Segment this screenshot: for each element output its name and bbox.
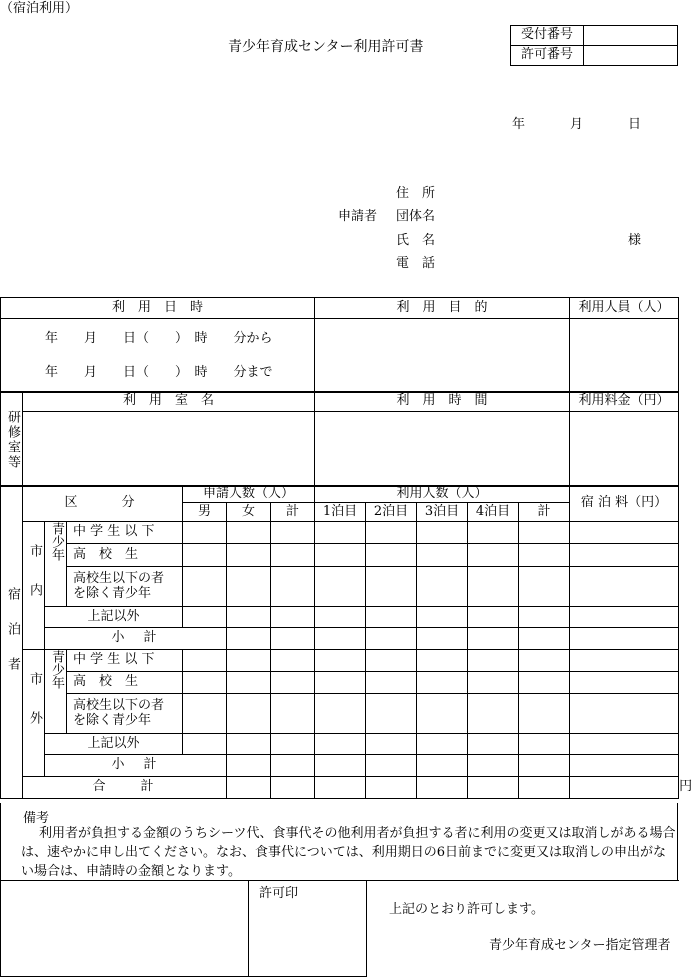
night-3-header: 3泊目 (417, 503, 468, 522)
city-out-label: 市外 (26, 671, 42, 750)
applied-total-header: 計 (271, 503, 315, 522)
city-out-other-youth-line1: 高校生以下の者 (73, 697, 165, 713)
female-header: 女 (227, 503, 271, 522)
city-out-others-label: 上記以外 (45, 734, 183, 755)
applied-count-header: 申請人数（人） (183, 486, 315, 503)
city-in-other-youth-line1: 高校生以下の者 (73, 570, 165, 586)
approval-statement: 上記のとおり許可します。 (389, 902, 544, 917)
number-box (510, 25, 678, 66)
city-in-high-school-label: 高 校 生 (67, 544, 183, 567)
lodging-side-label: 宿泊者 (4, 587, 20, 693)
datetime-header: 利 用 日 時 (1, 298, 315, 319)
room-name-header: 利 用 室 名 (23, 392, 315, 412)
city-in-junior-high-label: 中 学 生 以 下 (67, 522, 183, 544)
city-out-other-youth-line2: を除く青少年 (73, 712, 152, 728)
reception-number-field[interactable] (584, 26, 678, 46)
city-in-other-youth-line2: を除く青少年 (73, 585, 152, 601)
applicant-label: 申請者 (338, 209, 378, 224)
room-time-header: 利 用 時 間 (315, 392, 570, 412)
purpose-header: 利 用 目 的 (315, 298, 570, 319)
people-field[interactable] (570, 319, 679, 393)
purpose-field[interactable] (315, 319, 570, 393)
city-out-high-school-label: 高 校 生 (67, 672, 183, 694)
usage-from-line[interactable]: 年 月 日（ ） 時 分から (45, 330, 273, 346)
lodging-fee-header: 宿 泊 料（円） (570, 486, 679, 522)
usage-to-line[interactable]: 年 月 日（ ） 時 分まで (45, 364, 273, 380)
permit-number-field[interactable] (584, 46, 678, 66)
room-time-field[interactable] (315, 412, 570, 487)
remarks-label: 備考 (23, 811, 50, 826)
honorific-label: 様 (628, 233, 642, 248)
city-out-youth-label: 青少年 (48, 650, 64, 689)
room-name-field[interactable] (23, 412, 315, 487)
training-side-label: 研修室等 (4, 410, 20, 470)
city-out-subtotal-label: 小 計 (45, 755, 227, 777)
name-label: 氏 名 (396, 233, 436, 248)
used-count-header: 利用人数（人） (315, 486, 570, 503)
remarks-box (0, 803, 678, 881)
city-in-others-label: 上記以外 (45, 607, 183, 628)
seal-label: 許可印 (259, 886, 299, 901)
permit-number-label: 許可番号 (511, 46, 584, 66)
usage-table (0, 297, 679, 393)
city-in-subtotal-label: 小 計 (45, 628, 227, 650)
date-day-label: 日 (628, 117, 642, 132)
male-header: 男 (183, 503, 227, 522)
manager-label: 青少年育成センター指定管理者 (489, 938, 671, 953)
category-header: 区 分 (23, 486, 183, 522)
grand-total-label: 合 計 (23, 777, 227, 799)
nights-total-header: 計 (519, 503, 570, 522)
usage-type-label: （宿泊利用） (0, 1, 79, 16)
group-name-label: 団体名 (396, 209, 436, 224)
address-label: 住 所 (396, 186, 436, 201)
room-fee-header: 利用料金（円） (570, 392, 679, 412)
date-month-label: 月 (570, 117, 584, 132)
night-1-header: 1泊目 (315, 503, 366, 522)
approval-blank-field[interactable] (1, 881, 249, 977)
approval-table (0, 880, 679, 977)
phone-label: 電 話 (396, 256, 436, 271)
night-4-header: 4泊目 (468, 503, 519, 522)
date-year-label: 年 (512, 117, 526, 132)
remarks-text: 利用者が負担する金額のうちシーツ代、食事代その他利用者が負担する者に利用の変更又は取消しがある場合は、速やかに申し出てください。なお、食事代については、利用期日の6日前までに変更又は取消しの申出がない場合は、申請時の金額となります。 (21, 826, 676, 879)
reception-number-label: 受付番号 (511, 26, 584, 46)
lodging-table: 宿泊者 区 分 申請人数（人） 利用人数（人） 宿 泊 料（円） 男 女 計 1泊目 2泊目 3泊目 4泊目 計 市内 青少年 中 学 生 以 下 高 校 生 高校生以下の者 を除く青少年 上記以外 小 計 市外 青少年 中 学 生 以 下 高 校 生 高校生以下の者 を除く青少年 上記以外 小 計 合 計 円 (0, 485, 679, 799)
document-title: 青少年育成センター利用許可書 (228, 39, 424, 55)
night-2-header: 2泊目 (366, 503, 417, 522)
people-header: 利用人員（人） (570, 298, 679, 319)
city-out-junior-high-label: 中 学 生 以 下 (67, 650, 183, 672)
room-fee-field[interactable] (570, 412, 679, 487)
city-in-youth-label: 青少年 (48, 522, 64, 561)
city-in-label: 市内 (26, 544, 42, 623)
training-room-table (0, 391, 679, 487)
